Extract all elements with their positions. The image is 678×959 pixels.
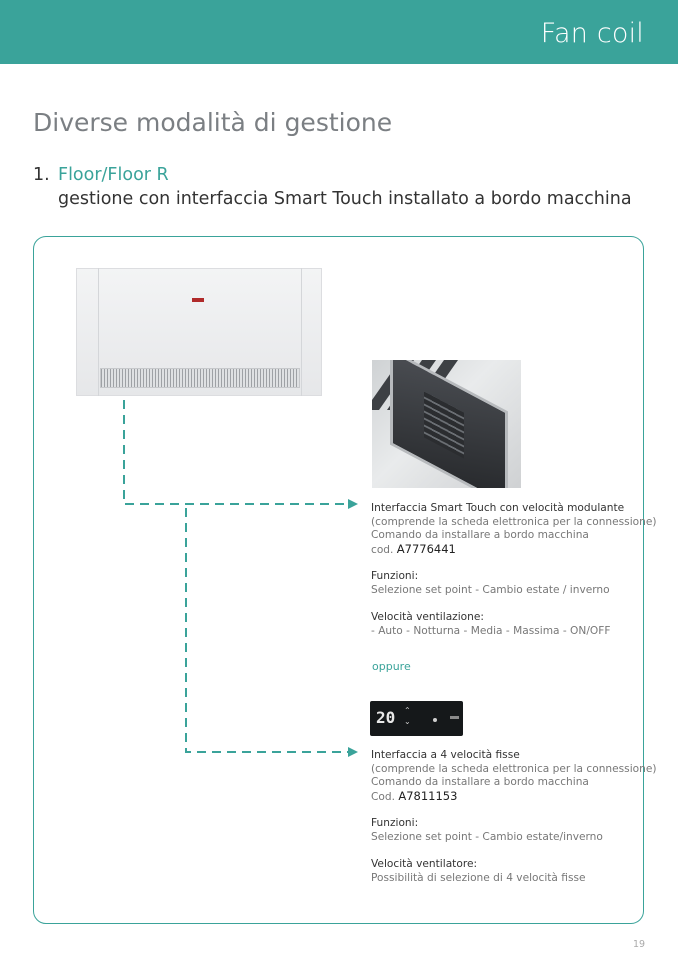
page-heading: Diverse modalità di gestione <box>33 108 393 137</box>
option2-code-prefix: Cod. <box>371 790 395 803</box>
smart-touch-photo <box>372 360 521 488</box>
item-title: Floor/Floor R <box>58 165 169 185</box>
option1-title: Interfaccia Smart Touch con velocità modulante <box>371 502 625 514</box>
item-subtitle: gestione con interfaccia Smart Touch installato a bordo macchina <box>58 189 632 209</box>
option1-functions-label: Funzioni: <box>371 570 419 582</box>
option1-speed-label: Velocità ventilazione: <box>371 611 484 623</box>
display-value: 20 <box>376 708 396 727</box>
up-down-arrows-icon: ⌃ ⌄ <box>404 706 411 726</box>
option2-speed-label: Velocità ventilatore: <box>371 858 478 870</box>
option1-mount: Comando da installare a bordo macchina <box>371 529 589 541</box>
option1-note: (comprende la scheda elettronica per la connessione) <box>371 515 657 528</box>
option2-code-line <box>371 790 457 805</box>
display-dot-icon <box>433 718 437 722</box>
option2-functions-label: Funzioni: <box>371 817 419 829</box>
connector-smart-touch <box>124 400 348 504</box>
page-number: 19 <box>633 939 646 950</box>
option1-code-line <box>371 543 456 558</box>
arrow-head-1 <box>348 499 358 509</box>
section-title: Fan coil <box>540 18 644 49</box>
option1-code-prefix: cod. <box>371 543 394 556</box>
option1-functions: Selezione set point - Cambio estate / inverno <box>371 583 610 596</box>
arrow-head-2 <box>348 747 358 757</box>
option2-note: (comprende la scheda elettronica per la connessione) <box>371 762 657 775</box>
option2-mount: Comando da installare a bordo macchina <box>371 776 589 788</box>
separator-oppure: oppure <box>372 660 411 673</box>
option1-code: A7776441 <box>396 541 456 556</box>
option1-speeds: - Auto - Notturna - Media - Massima - ON/OFF <box>371 624 611 637</box>
item-number: 1. <box>33 165 50 185</box>
four-speed-display-image <box>370 701 463 736</box>
option2-title: Interfaccia a 4 velocità fisse <box>371 749 520 761</box>
display-mini-icon <box>450 716 459 719</box>
option2-speeds: Possibilità di selezione di 4 velocità fisse <box>371 871 586 884</box>
option2-functions: Selezione set point - Cambio estate/inverno <box>371 830 603 843</box>
connector-4-speed <box>186 508 348 752</box>
option2-code: A7811153 <box>398 788 458 803</box>
